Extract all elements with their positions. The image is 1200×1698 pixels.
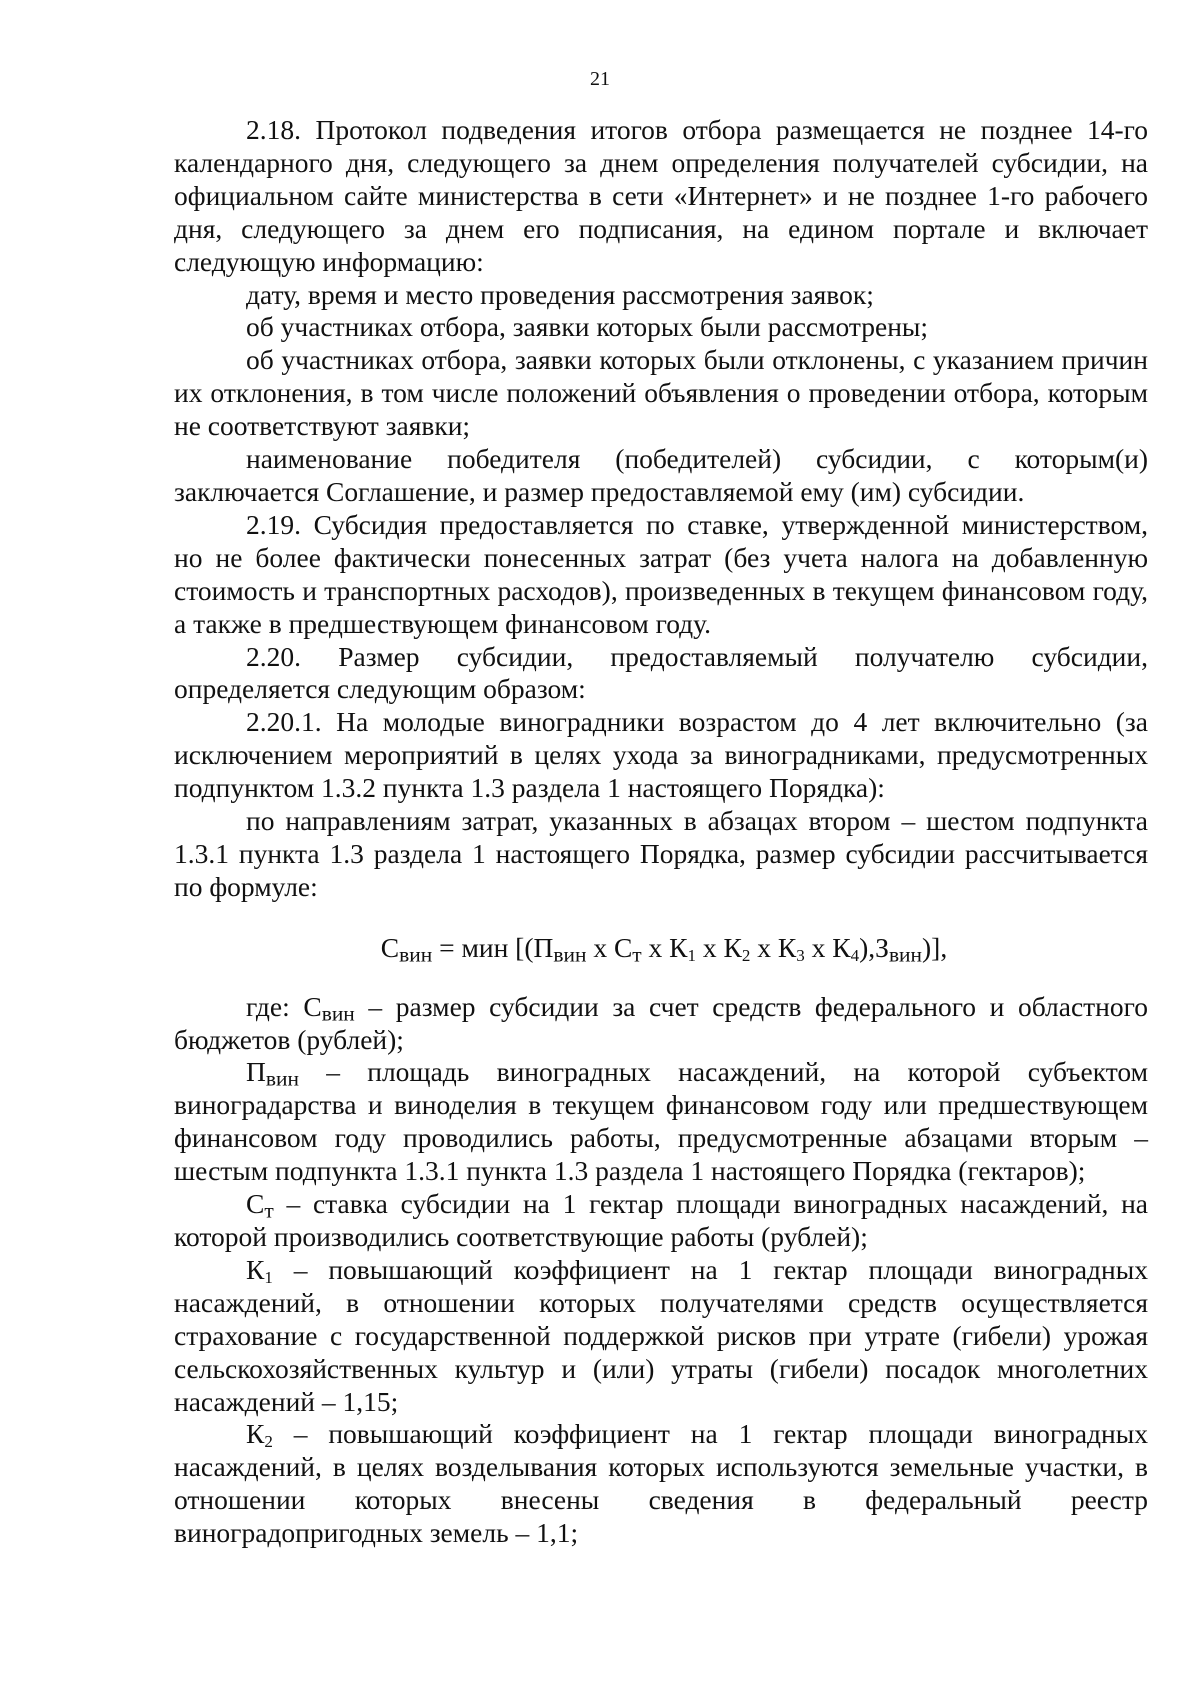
paragraph-2-20: 2.20. Размер субсидии, предоставляемый получателю субсидии, определяется следующим образом: [174,640,1148,705]
paragraph-2-20-1: 2.20.1. На молодые виноградники возрастом до 4 лет включительно (за исключением мероприятий в целях ухода за виноградниками, предусмотренных подпунктом 1.3.2 пункта 1.3 раздела 1 настоящего Порядка): [174,706,1148,804]
list-item-rejected: об участниках отбора, заявки которых были отклонены, с указанием причин их отклонения, в том числе положений объявления о проведении отбора, которым не соответствуют заявки; [174,344,1148,442]
definition-st-symbol: С [246,1188,265,1220]
definition-k2 [174,1418,1148,1550]
formula-z-sub: вин [888,942,923,967]
list-item-winner: наименование победителя (победителей) субсидии, с которым(и) заключается Соглашение, и размер предоставляемой ему (им) субсидии. [174,443,1148,507]
formula-p-sub: вин [553,942,587,967]
formula-z: З [875,931,889,963]
formula-eq-min: = мин [( [432,931,534,963]
document-body [174,114,1148,1550]
definition-c-vin-lead: где: С [246,990,322,1022]
definition-k1 [174,1254,1148,1419]
formula-k2: К [723,931,742,963]
formula-k1: К [669,931,688,963]
formula-x4: х [750,931,778,963]
definition-k2-symbol: К [246,1418,265,1450]
formula-k4-sub: 4 [850,945,860,965]
definition-st-sub: т [264,1198,274,1223]
formula-close-mid: ), [859,931,876,963]
definition-k2-text: – повышающий коэффициент на 1 гектар площади виноградных насаждений, в целях возделывания которых используются земельные участки, в отношении которых внесены сведения в федеральный реестр виноградопригодных земель – 1,1; [174,1418,1148,1549]
definition-p-vin-symbol: П [246,1056,266,1088]
list-item-date: дату, время и место проведения рассмотрения заявок; [246,278,874,310]
formula-k2-sub: 2 [741,945,751,965]
formula-st: С [613,931,633,963]
paragraph-2-18: 2.18. Протокол подведения итогов отбора размещается не позднее 14-го календарного дня, следующего за днем определения получателей субсидии, на официальном сайте министерства в сети «Интернет» и не позднее 1-го рабочего дня, следующего за днем его подписания, на едином портале и включает следующую информацию: [174,114,1148,277]
definition-p-vin [174,1056,1148,1188]
formula-c: С [380,931,400,963]
definition-p-vin-sub: вин [265,1067,299,1092]
formula-c-sub: вин [399,942,433,967]
formula-k4: К [832,931,851,963]
formula-close-end: )], [922,931,948,963]
paragraph-2-19: 2.19. Субсидия предоставляется по ставке, утвержденной министерством, но не более фактически понесенных затрат (без учета налога на добавленную стоимость и транспортных расходов), произведенных в текущем финансовом году, а также в предшествующем финансовом году. [174,508,1148,639]
definition-k1-symbol: К [246,1253,265,1285]
definition-k1-text: – повышающий коэффициент на 1 гектар площади виноградных насаждений, в отношении которых получателями средств осуществляется страхование с государственной поддержкой рисков при утрате (гибели) урожая сельскохозяйственных культур и (или) утраты (гибели) посадок многолетних насаждений – 1,15; [174,1253,1148,1417]
formula-k3: К [777,931,797,963]
definition-st-text: – ставка субсидии на 1 гектар площади виноградных насаждений, на которой производились соответствующие работы (рублей); [174,1188,1148,1252]
formula-x1: х [586,931,614,963]
list-item-reviewed: об участниках отбора, заявки которых были рассмотрены; [246,311,929,343]
definition-p-vin-text: – площадь виноградных насаждений, на которой субъектом виноградарства и виноделия в текущем финансовом году или предшествующем финансовом году проводились работы, предусмотренные абзацами вторым – шестым подпункта 1.3.1 пункта 1.3 раздела 1 настоящего Порядка (гектаров); [174,1056,1148,1187]
formula-st-sub: т [632,942,642,967]
formula-x3: х [696,931,724,963]
page-number: 21 [590,68,610,90]
definition-st [174,1188,1148,1254]
definition-c-vin-text: – размер субсидии за счет средств федерального и областного бюджетов (рублей); [174,990,1148,1055]
formula-p: П [533,931,554,963]
formula-x2: х [641,931,670,963]
paragraph-directions: по направлениям затрат, указанных в абзацах втором – шестом подпункта 1.3.1 пункта 1.3 раздела 1 настоящего Порядка, размер субсидии рассчитывается по формуле: [174,805,1148,902]
definition-c-vin [174,991,1148,1057]
definition-k2-sub: 2 [264,1432,273,1452]
formula-x5: х [804,931,833,963]
definition-c-vin-sub: вин [321,1001,355,1026]
definition-k1-sub: 1 [264,1267,273,1287]
formula-k3-sub: 3 [796,945,805,965]
formula [174,932,1148,965]
formula-k1-sub: 1 [687,945,697,965]
